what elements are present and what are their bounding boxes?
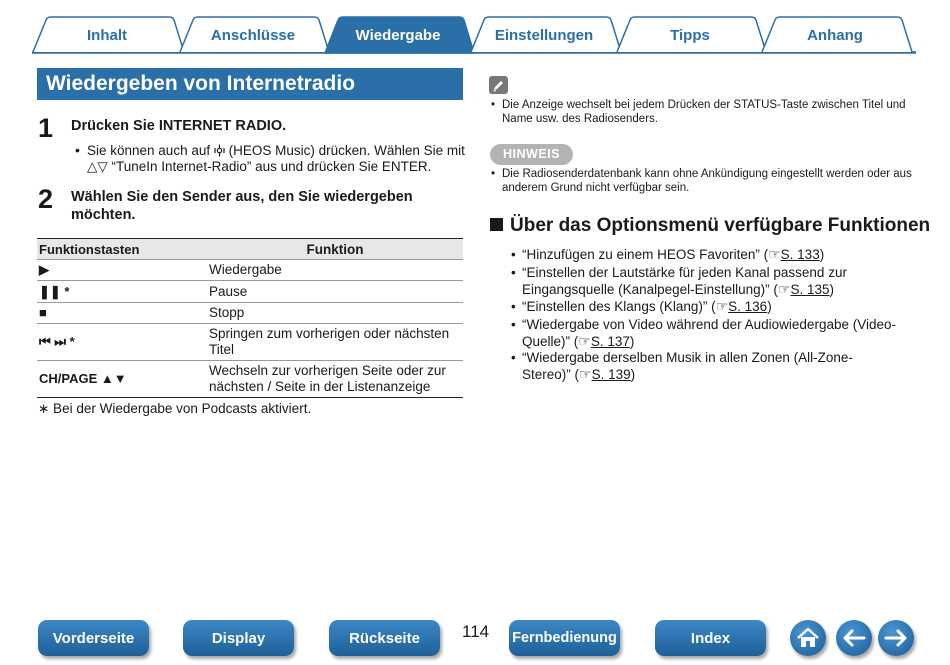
tab-einstellungen[interactable]: Einstellungen	[494, 26, 594, 44]
page-reference-link[interactable]: S. 139	[591, 367, 631, 382]
option-item	[511, 316, 896, 350]
option-text-end: )	[819, 247, 825, 262]
note-line1: Die Anzeige wechselt bei jedem Drücken der STATUS-Taste zwischen Titel und	[502, 99, 906, 111]
function-table	[37, 238, 463, 398]
table-row	[37, 303, 463, 324]
step-2-heading-line2: möchten.	[71, 207, 136, 223]
function-text: Wechseln zur vorherigen Seite oder zur nächsten / Seite in der Listenanzeige	[207, 361, 463, 398]
key-pause: ❚❚ *	[37, 281, 207, 303]
arrow-right-icon	[884, 629, 908, 647]
step-1-bullet-line1	[87, 143, 467, 159]
step-1-bullet-text-a: Sie können auch auf	[87, 143, 214, 158]
nav-display-button[interactable]: Display	[183, 620, 294, 656]
function-text: Pause	[207, 281, 463, 303]
home-button[interactable]	[790, 620, 826, 656]
step-2-heading	[71, 188, 413, 224]
page-reference-link[interactable]: S. 135	[790, 282, 830, 297]
tab-inhalt[interactable]: Inhalt	[87, 26, 127, 44]
page-reference-link[interactable]: S. 137	[590, 334, 630, 349]
tab-anschluesse[interactable]: Anschlüsse	[210, 26, 296, 44]
function-text: Springen zum vorherigen oder nächsten Titel	[207, 324, 463, 361]
page-reference-link[interactable]: S. 136	[728, 299, 768, 314]
table-row	[37, 361, 463, 398]
arrow-left-icon	[842, 629, 866, 647]
bullet-dot: •	[511, 299, 516, 314]
step-2-heading-line1: Wählen Sie den Sender aus, den Sie wiedergeben	[71, 189, 413, 205]
table-header-row	[37, 239, 463, 260]
option-text: Quelle)” (	[522, 334, 579, 349]
option-text: “Einstellen des Klangs (Klang)” (	[522, 299, 716, 314]
option-text-end: )	[629, 334, 635, 349]
option-line2	[522, 281, 847, 298]
col-header-keys: Funktionstasten	[37, 239, 207, 260]
step-1-heading: Drücken Sie INTERNET RADIO.	[71, 118, 287, 134]
step-1-bullet-text-b: (HEOS Music) drücken. Wählen Sie mit	[224, 143, 465, 158]
step-1-bullet	[75, 142, 467, 175]
option-text-end: )	[630, 367, 636, 382]
nav-front-button[interactable]: Vorderseite	[38, 620, 149, 656]
options-heading	[490, 215, 930, 237]
pointing-hand-icon: ☞	[578, 333, 591, 349]
page-title: Wiedergeben von Internetradio	[37, 68, 463, 100]
bullet-dot: •	[491, 168, 496, 180]
note-line2: Name usw. des Radiosenders.	[502, 113, 658, 125]
option-text: “Wiedergabe von Video während der Audiowiedergabe (Video-	[522, 317, 896, 332]
bullet-dot: •	[511, 265, 516, 280]
page-reference-link[interactable]: S. 133	[780, 247, 820, 262]
pointing-hand-icon: ☞	[768, 246, 781, 262]
option-text: Stereo)” (	[522, 367, 580, 382]
note-bullet	[491, 98, 912, 126]
option-line2	[522, 366, 853, 383]
square-bullet-icon	[490, 218, 503, 231]
table-row	[37, 281, 463, 303]
key-ch-page: CH/PAGE ▲▼	[37, 361, 207, 398]
option-item	[511, 298, 772, 315]
nav-rear-button[interactable]: Rückseite	[329, 620, 440, 656]
step-1-bullet-line2: △▽ “TuneIn Internet-Radio” aus und drücken Sie ENTER.	[87, 159, 432, 174]
key-stop: ■	[37, 303, 207, 324]
bullet-dot: •	[511, 247, 516, 262]
hinweis-badge: HINWEIS	[490, 144, 573, 165]
option-item	[511, 264, 847, 298]
bullet-dot: •	[511, 350, 516, 365]
nav-remote-button[interactable]: Fernbedienung	[509, 620, 620, 656]
col-header-function: Funktion	[207, 239, 463, 260]
option-line2	[522, 333, 896, 350]
hinweis-line1: Die Radiosenderdatenbank kann ohne Ankündigung eingestellt werden oder aus	[502, 168, 912, 180]
step-1-number: 1	[38, 113, 54, 143]
function-text: Stopp	[207, 303, 463, 324]
pointing-hand-icon: ☞	[777, 281, 791, 297]
table-row	[37, 260, 463, 281]
back-button[interactable]	[836, 620, 872, 656]
step-2-number: 2	[38, 184, 54, 214]
table-row	[37, 324, 463, 361]
function-text: Wiedergabe	[207, 260, 463, 281]
hinweis-bullet	[491, 167, 912, 195]
tab-bar	[32, 16, 916, 54]
bullet-dot: •	[491, 99, 496, 111]
page-number: 114	[462, 622, 490, 641]
key-skip: ⏮ ⏭ *	[37, 324, 207, 361]
tab-wiedergabe[interactable]: Wiedergabe	[355, 26, 441, 44]
forward-button[interactable]	[878, 620, 914, 656]
pointing-hand-icon: ☞	[579, 366, 592, 382]
table-footnote: ∗ Bei der Wiedergabe von Podcasts aktiviert.	[38, 401, 312, 416]
pointing-hand-icon: ☞	[715, 298, 729, 314]
nav-index-button[interactable]: Index	[655, 620, 766, 656]
option-item	[511, 246, 825, 263]
option-item	[511, 349, 853, 383]
home-icon	[796, 627, 820, 649]
heos-icon	[214, 144, 225, 157]
tab-tipps[interactable]: Tipps	[670, 26, 710, 44]
bullet-dot: •	[75, 142, 80, 158]
hinweis-line2: anderem Grund nicht verfügbar sein.	[502, 182, 690, 194]
option-text: Eingangsquelle (Kanalpegel-Einstellung)” (	[522, 282, 778, 297]
option-text: “Einstellen der Lautstärke für jeden Kanal passend zur	[522, 265, 847, 280]
key-play: ▶	[37, 260, 207, 281]
bullet-dot: •	[511, 317, 516, 332]
tab-anhang[interactable]: Anhang	[807, 26, 863, 44]
option-text-end: )	[767, 299, 772, 314]
option-text-end: )	[829, 282, 835, 297]
option-text: “Hinzufügen zu einem HEOS Favoriten” (	[522, 247, 769, 262]
options-heading-text: Über das Optionsmenü verfügbare Funktionen	[510, 215, 931, 236]
option-text: “Wiedergabe derselben Musik in allen Zonen (All-Zone-	[522, 350, 853, 365]
pencil-note-icon	[489, 76, 508, 94]
